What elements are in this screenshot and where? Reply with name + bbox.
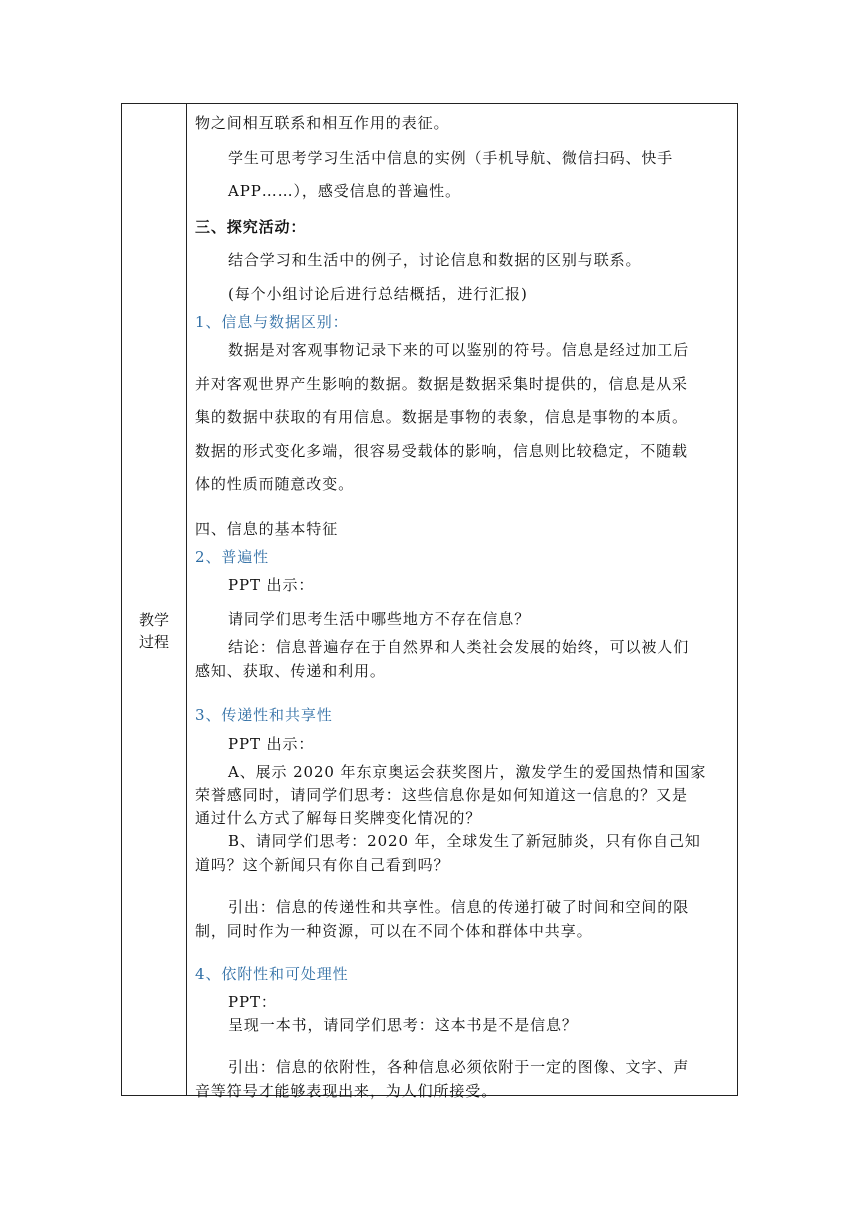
- text-line: 音等符号才能够表现出来，为人们所接受。: [195, 1082, 498, 1100]
- text-line: 数据的形式变化多端，很容易受载体的影响，信息则比较稳定，不随载: [195, 442, 688, 460]
- text-line: 并对客观世界产生影响的数据。数据是数据采集时提供的，信息是从采: [195, 375, 688, 393]
- text-line: 呈现一本书，请同学们思考：这本书是不是信息？: [228, 1016, 578, 1034]
- text-line: 荣誉感同时，请同学们思考：这些信息你是如何知道这一信息的？又是: [195, 786, 688, 804]
- section-heading: 3、传递性和共享性: [195, 706, 333, 724]
- text-line: 感知、获取、传递和利用。: [195, 662, 386, 680]
- text-line: 结论：信息普遍存在于自然界和人类社会发展的始终，可以被人们: [228, 638, 690, 656]
- text-line: 请同学们思考生活中哪些地方不存在信息？: [228, 610, 531, 628]
- text-line: A、展示 2020 年东京奥运会获奖图片，激发学生的爱国热情和国家: [228, 763, 707, 781]
- text-line: 体的性质而随意改变。: [195, 475, 355, 493]
- text-line: PPT 出示：: [228, 735, 315, 753]
- text-line: B、请同学们思考：2020 年，全球发生了新冠肺炎，只有你自己知: [228, 832, 701, 850]
- section-heading: 1、信息与数据区别：: [195, 313, 349, 331]
- text-line: 物之间相互联系和相互作用的表征。: [195, 114, 450, 132]
- section-heading: 4、依附性和可处理性: [195, 965, 349, 983]
- text-line: 学生可思考学习生活中信息的实例（手机导航、微信扫码、快手: [228, 149, 674, 167]
- row-label-line: 教学: [138, 611, 169, 629]
- row-label: [122, 609, 186, 653]
- text-line: 道吗？这个新闻只有你自己看到吗？: [195, 856, 450, 874]
- bold-heading: 三、探究活动：: [195, 218, 307, 236]
- text-line: 四、信息的基本特征: [195, 520, 339, 538]
- text-line: 引出：信息的传递性和共享性。信息的传递打破了时间和空间的限: [228, 898, 690, 916]
- text-line: APP……），感受信息的普遍性。: [228, 182, 461, 200]
- text-line: 集的数据中获取的有用信息。数据是事物的表象，信息是事物的本质。: [195, 408, 688, 426]
- row-label-line: 过程: [138, 633, 169, 651]
- text-line: 结合学习和生活中的例子，讨论信息和数据的区别与联系。: [228, 251, 642, 269]
- text-line: 引出：信息的依附性，各种信息必须依附于一定的图像、文字、声: [228, 1058, 690, 1076]
- text-line: 制，同时作为一种资源，可以在不同个体和群体中共享。: [195, 922, 593, 940]
- text-line: PPT 出示：: [228, 576, 315, 594]
- text-line: (每个小组讨论后进行总结概括，进行汇报): [228, 285, 528, 303]
- column-divider: [186, 104, 187, 1095]
- text-line: 通过什么方式了解每日奖牌变化情况的？: [195, 809, 482, 827]
- lesson-plan-table: [121, 103, 738, 1100]
- text-line: 数据是对客观事物记录下来的可以鉴别的符号。信息是经过加工后: [228, 341, 690, 359]
- text-line: PPT：: [228, 993, 277, 1011]
- section-heading: 2、普遍性: [195, 548, 270, 566]
